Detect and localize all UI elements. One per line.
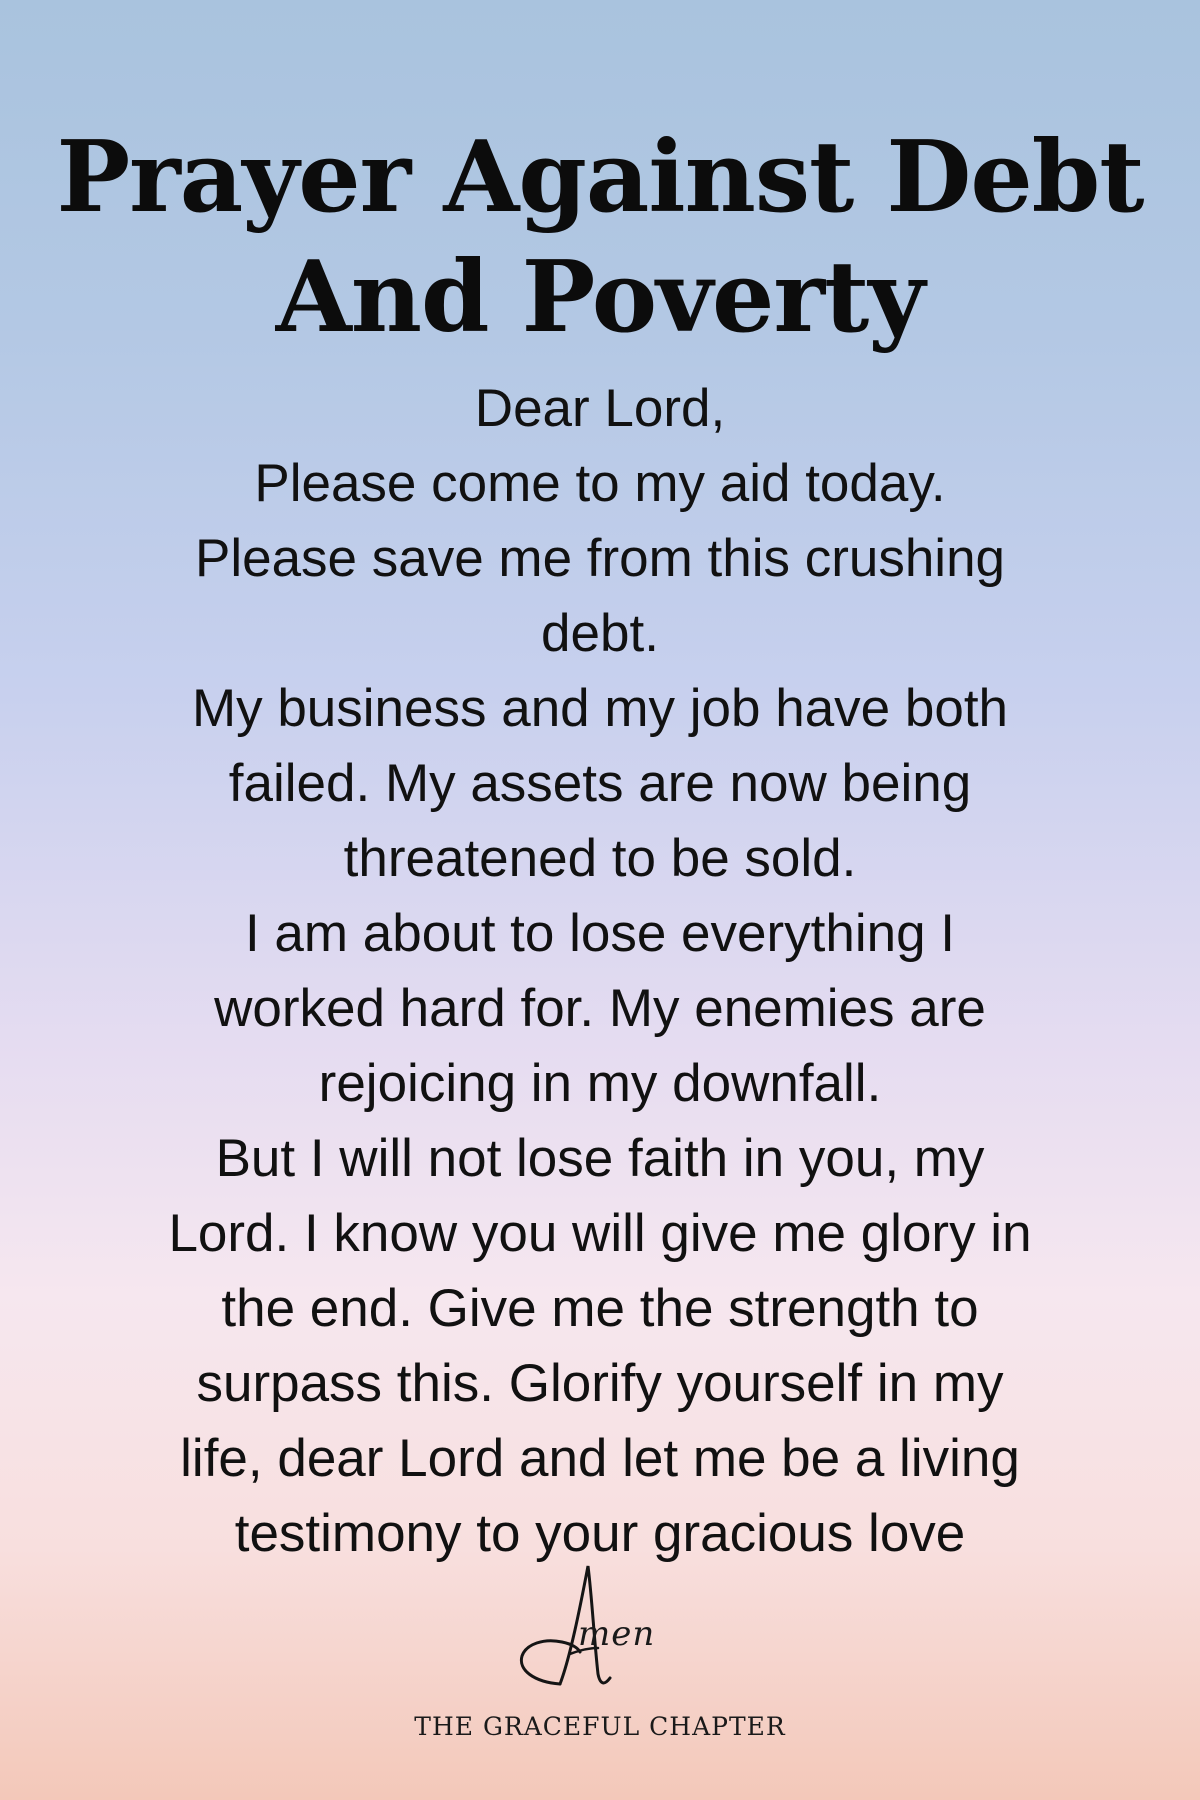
prayer-line: But I will not lose faith in you, my bbox=[215, 1129, 985, 1188]
prayer-line: Please come to my aid today. bbox=[254, 454, 946, 513]
amen-word bbox=[578, 1614, 655, 1654]
prayer-line: My business and my job have both bbox=[191, 679, 1009, 738]
prayer-line: threatened to be sold. bbox=[343, 829, 857, 888]
prayer-line: the end. Give me the strength to bbox=[221, 1279, 979, 1338]
prayer-text bbox=[100, 371, 1100, 1571]
prayer-line: testimony to your gracious love bbox=[234, 1504, 966, 1563]
prayer-line: Dear Lord, bbox=[474, 379, 726, 438]
prayer-line: worked hard for. My enemies are bbox=[214, 979, 986, 1038]
prayer-line: failed. My assets are now being bbox=[228, 754, 972, 813]
prayer-line: rejoicing in my downfall. bbox=[318, 1054, 882, 1113]
prayer-title bbox=[40, 118, 1160, 358]
prayer-line: debt. bbox=[541, 604, 659, 663]
prayer-line: I am about to lose everything I bbox=[244, 904, 955, 963]
title-line-1: Prayer Against Debt bbox=[56, 120, 1144, 235]
prayer-line: Please save me from this crushing bbox=[194, 529, 1006, 588]
prayer-line: surpass this. Glorify yourself in my bbox=[196, 1354, 1004, 1413]
title-line-2: And Poverty bbox=[275, 240, 925, 355]
prayer-line: Lord. I know you will give me glory in bbox=[168, 1204, 1032, 1263]
amen-script-letters: men bbox=[578, 1614, 656, 1654]
amen-signature bbox=[500, 1558, 700, 1698]
prayer-line: life, dear Lord and let me be a living bbox=[180, 1429, 1020, 1488]
brand-name: THE GRACEFUL CHAPTER bbox=[414, 1712, 786, 1741]
